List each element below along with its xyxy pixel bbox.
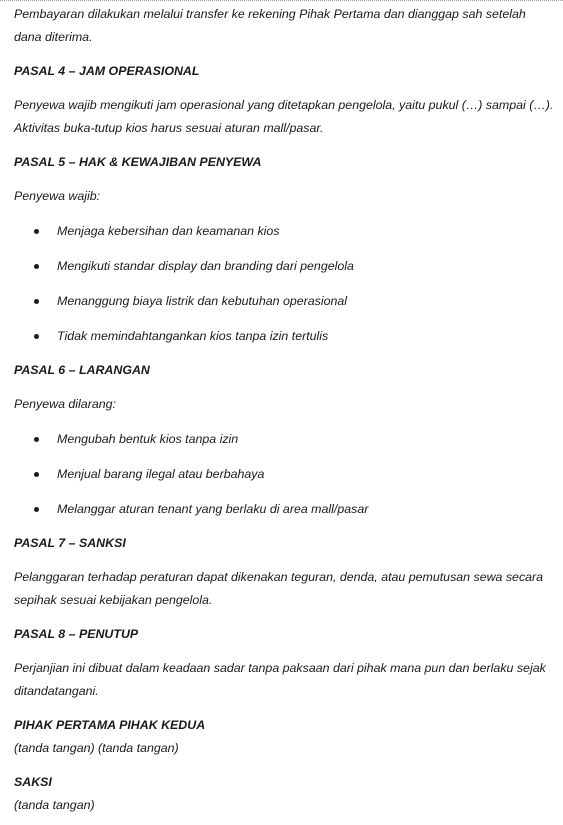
list-item [14, 220, 554, 243]
bullet-icon [34, 229, 39, 234]
pasal-4-text: Penyewa wajib mengikuti jam operasional yang ditetapkan pengelola, yaitu pukul (…) sampai (…). Aktivitas buka-tutup kios harus sesuai aturan mall/pasar. [14, 98, 554, 135]
list-item-text: Mengikuti standar display dan branding dari pengelola [57, 259, 354, 273]
pasal-6-heading: PASAL 6 – LARANGAN [14, 363, 150, 377]
pasal-5-heading: PASAL 5 – HAK & KEWAJIBAN PENYEWA [14, 155, 262, 169]
signature-parties-heading: PIHAK PERTAMA PIHAK KEDUA [14, 718, 206, 732]
bullet-icon [34, 299, 39, 304]
pasal-8-heading: PASAL 8 – PENUTUP [14, 627, 139, 641]
list-item [14, 325, 554, 348]
pasal-8-text: Perjanjian ini dibuat dalam keadaan sadar tanpa paksaan dari pihak mana pun dan berlaku sejak ditandatangani. [14, 661, 546, 698]
witness-signature-text: (tanda tangan) [14, 798, 95, 812]
witness-heading: SAKSI [14, 775, 52, 789]
pasal-5-obligations-list [14, 220, 554, 348]
pasal-6-prohibitions-list [14, 428, 554, 521]
list-item [14, 463, 554, 486]
bullet-icon [34, 264, 39, 269]
bullet-icon [34, 334, 39, 339]
list-item [14, 290, 554, 313]
payment-clause-text: Pembayaran dilakukan melalui transfer ke rekening Pihak Pertama dan dianggap sah setelah dana diterima. [14, 7, 526, 44]
bullet-icon [34, 437, 39, 442]
list-item-text: Menanggung biaya listrik dan kebutuhan operasional [57, 294, 348, 308]
document-body [14, 3, 554, 817]
list-item [14, 255, 554, 278]
bullet-icon [34, 507, 39, 512]
bullet-icon [34, 472, 39, 477]
list-item [14, 498, 554, 521]
pasal-7-text: Pelanggaran terhadap peraturan dapat dikenakan teguran, denda, atau pemutusan sewa secara sepihak sesuai kebijakan pengelola. [14, 570, 544, 607]
page-top-border [0, 0, 563, 1]
list-item [14, 428, 554, 451]
list-item-text: Menjual barang ilegal atau berbahaya [57, 467, 265, 481]
list-item-text: Melanggar aturan tenant yang berlaku di area mall/pasar [57, 502, 369, 516]
pasal-4-heading: PASAL 4 – JAM OPERASIONAL [14, 64, 200, 78]
list-item-text: Menjaga kebersihan dan keamanan kios [57, 224, 280, 238]
pasal-7-heading: PASAL 7 – SANKSI [14, 536, 126, 550]
list-item-text: Mengubah bentuk kios tanpa izin [57, 432, 239, 446]
signature-parties-text: (tanda tangan) (tanda tangan) [14, 741, 179, 755]
pasal-6-intro: Penyewa dilarang: [14, 397, 116, 411]
list-item-text: Tidak memindahtangankan kios tanpa izin tertulis [57, 329, 329, 343]
pasal-5-intro: Penyewa wajib: [14, 189, 101, 203]
